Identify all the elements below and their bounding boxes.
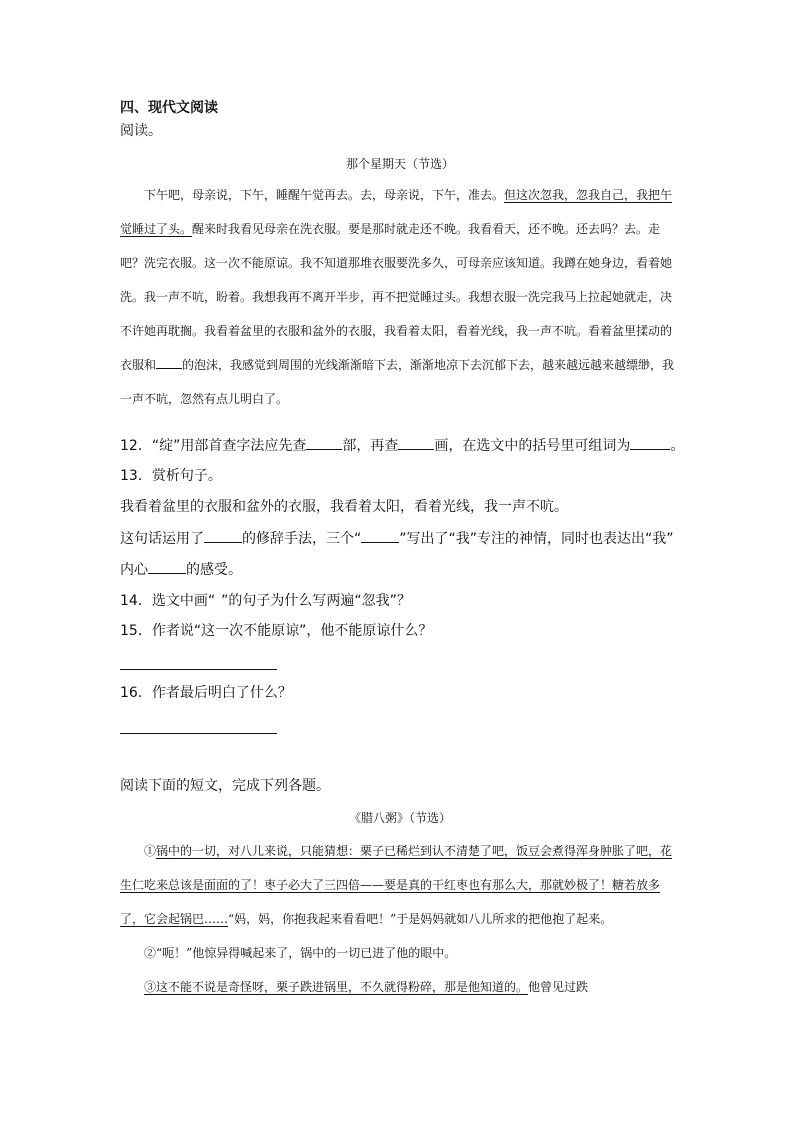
question-15: 15．作者说“这一次不能原谅”，他不能原谅什么？ — [120, 623, 433, 639]
p1-number: ① — [144, 844, 157, 858]
question-13-sentence: 我看着盆里的衣服和盆外的衣服，我看着太阳，看着光线，我一声不吭。 — [120, 499, 568, 515]
q13-blank-word[interactable] — [361, 530, 399, 543]
passage1-paragraph — [120, 178, 680, 416]
passage1-text-a: 下午吧，母亲说，下午，睡醒午觉再去。去，母亲说，下午，准去。 — [144, 188, 505, 202]
p3-underlined: ③这不能不说是奇怪呀，栗子跌进锅里，不久就得粉碎，那是他知道的。 — [144, 980, 529, 994]
q14-text-b: ”的句子为什么写两遍“忽我”？ — [221, 593, 411, 609]
passage2-title: 《腊八粥》（节选） — [348, 811, 451, 825]
p3-rest: 他曾见过跌 — [528, 980, 589, 994]
q12-text-d: 。 — [670, 438, 685, 454]
q14-text-a: 14．选文中画“ — [120, 593, 216, 609]
question-13-line-1 — [120, 529, 680, 549]
passage2-paragraph-1 — [120, 834, 680, 936]
passage2-paragraph-3 — [120, 970, 680, 1004]
question-14 — [120, 591, 680, 611]
passage1-blank[interactable] — [156, 356, 182, 369]
q12-blank-strokes[interactable] — [398, 437, 434, 450]
passage1-text-c: 的泡沫，我感觉到周围的光线渐渐暗下去，渐渐地凉下去沉郁下去，越来越远越来越缥缈，我一声不吭，忽然有点儿明白了。 — [120, 358, 675, 406]
passage2-paragraph-2: ②“呃！”他惊异得喊起来了，锅中的一切已进了他的眼中。 — [144, 946, 457, 960]
q13-text-e: 的感受。 — [186, 562, 242, 578]
q12-blank-word[interactable] — [630, 437, 670, 450]
passage1-body — [120, 178, 680, 416]
section2-instruction: 阅读下面的短文，完成下列各题。 — [120, 778, 330, 794]
question-12 — [120, 436, 685, 456]
passage1-underlined-sentence: 但这次忽我，忽我自己，我把午觉睡过了头。 — [120, 188, 673, 236]
question-13-label: 13．赏析句子。 — [120, 468, 222, 484]
p1-underlined: 锅中的一切，对八儿来说，只能猜想：栗子已稀烂到认不清楚了吧，饭豆会煮得浑身肿胀了吧，花生仁吃来总该是面面的了！枣子必大了三四倍——要是真的干红枣也有那么大，那就妙极了！糖若放多了，它会起锅巴…… — [120, 844, 673, 926]
q12-text-c: 画，在选文中的括号里可组词为 — [434, 438, 631, 454]
q13-text-c: ”写出了“我”专注的神情，同时也表达出“我” — [399, 531, 674, 547]
q16-answer-line[interactable] — [120, 733, 277, 734]
q13-text-a: 这句话运用了 — [120, 531, 204, 547]
passage1-title: 那个星期天（节选） — [345, 157, 454, 171]
q13-text-d: 内心 — [120, 562, 148, 578]
q12-blank-radical[interactable] — [306, 437, 342, 450]
passage1-text-b: 醒来时我看见母亲在洗衣服。要是那时就走还不晚。我看看天，还不晚。还去吗？去。走吧？洗完衣服。这一次不能原谅。我不知道那堆衣服要洗多久，可母亲应该知道。我蹲在她身边，看着她洗。我一声不吭，盼着。我想我再不离开半步，再不把觉睡过头。我想衣服一洗完我马上拉起她就走，决不许她再耽搁。我看着盆里的衣服和盆外的衣服，我看着太阳，看着光线，我一声不吭。看着盆里揉动的衣服和 — [120, 222, 673, 372]
p1-rest: “妈，妈，你抱我起来看看吧！”于是妈妈就如八儿所求的把他抱了起来。 — [228, 912, 613, 926]
question-13-line-2 — [120, 560, 680, 580]
q12-text-b: 部，再查 — [342, 438, 399, 454]
question-16: 16．作者最后明白了什么？ — [120, 685, 292, 701]
q13-text-b: 的修辞手法，三个“ — [242, 531, 362, 547]
passage2-body — [120, 834, 680, 1004]
q13-blank-rhetoric[interactable] — [204, 530, 242, 543]
q13-blank-feeling[interactable] — [148, 561, 186, 574]
section-heading: 四、现代文阅读 — [120, 100, 218, 116]
q12-text-a: 12．“绽”用部首查字法应先查 — [120, 438, 307, 454]
q15-answer-line[interactable] — [120, 669, 277, 670]
section-instruction: 阅读。 — [120, 123, 162, 139]
